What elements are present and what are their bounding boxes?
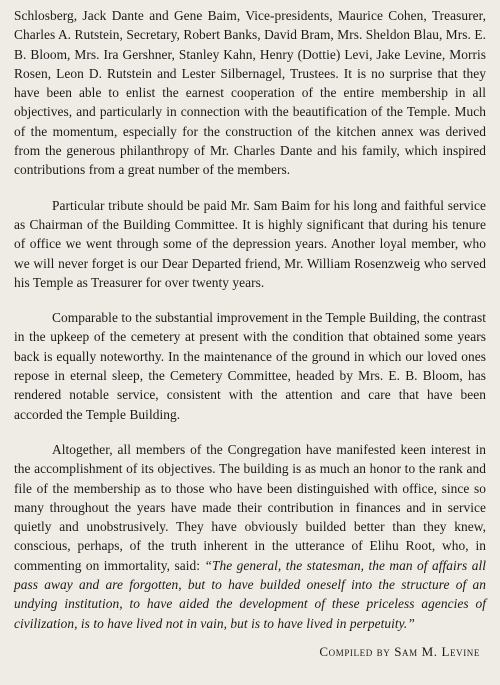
elihu-root-quote: “The general, the statesman, the man of affairs all pass away and are forgotten, but to have builded oneself into the structure of an undying institution, to have aided the development of these priceless agencies of civilization, is to have lived not in vain, but is to have lived in perpetuity.” <box>14 557 486 631</box>
paragraph-congregation-text: Altogether, all members of the Congregation have manifested keen interest in the accomplishment of its objectives. The building is as much an honor to the rank and file of the membership as to those who have been distinguished with office, since so many throughout the years have made their contribution in finances and in service quietly and unobstrusively. They have obviously builded better than they knew, conscious, perhaps, of the truth inherent in the utterance of Elihu Root, who, in commenting on immortality, said: <box>14 441 486 573</box>
paragraph-congregation <box>14 440 486 633</box>
compiled-by-credit: Compiled by Sam M. Levine <box>319 644 480 659</box>
paragraph-trustees: Schlosberg, Jack Dante and Gene Baim, Vice-presidents, Maurice Cohen, Treasurer, Charles A. Rutstein, Secretary, Robert Banks, David Bram, Mrs. Sheldon Blau, Mrs. E. B. Bloom, Mrs. Ira Gershner, Stanley Kahn, Henry (Dottie) Levi, Jake Levine, Morris Rosen, Leon D. Rutstein and Lester Silbernagel, Trustees. It is no surprise that they have been able to enlist the earnest cooperation of the entire membership in all objectives, and particularly in connection with the beautification of the Temple. Much of the momentum, especially for the construction of the kitchen annex was derived from the generous philanthropy of Mr. Charles Dante and his family, which inspired contributions from a great number of the members. <box>14 8 486 178</box>
paragraph-building-committee: Particular tribute should be paid Mr. Sam Baim for his long and faithful service as Chairman of the Building Committee. It is highly significant that during his tenure of office we went through some of the depression years. Another loyal member, who we will never forget is our Dear Departed friend, Mr. William Rosenzweig who served his Temple as Treasurer for over twenty years. <box>14 197 486 290</box>
paragraph-cemetery: Comparable to the substantial improvement in the Temple Building, the contrast in the upkeep of the cemetery at present with the condition that obtained some years back is equally noteworthy. In the maintenance of the ground in which our loved ones repose in eternal sleep, the Cemetery Committee, headed by Mrs. E. B. Bloom, has rendered notable service, consistent with the attention and care that have been accorded the Temple Building. <box>14 310 486 422</box>
